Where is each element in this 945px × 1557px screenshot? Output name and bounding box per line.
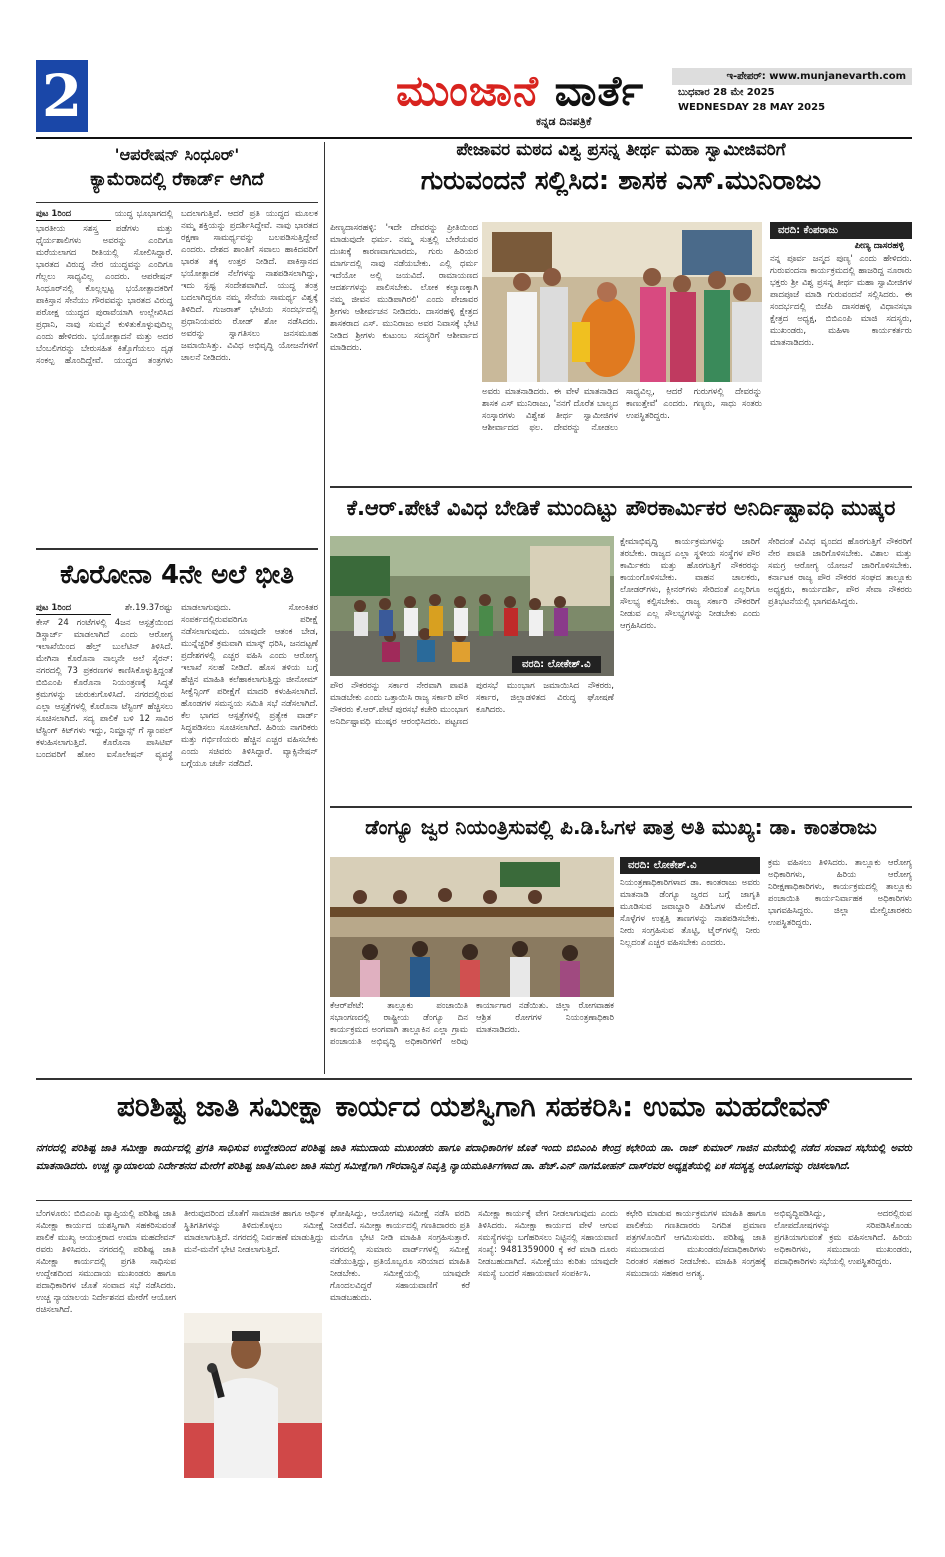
story-corona-body xyxy=(36,602,318,1072)
divider xyxy=(36,548,318,550)
newspaper-logo xyxy=(396,66,644,116)
story-dengue-sidebar xyxy=(620,857,760,1072)
story-pejawar-text: ಅವರು ಮಾತನಾಡಿದರು. ಈ ವೇಳೆ ಮಾತನಾಡಿದ ಶಾಸಕ ಎಸ್ ಮುನಿರಾಜು, 'ನನಗೆ ದೊರೆತ ಬಾಲ್ಯದ ಸಂಸ್ಕಾರಗಳು ವಿಶ್ವೇಶ ತೀರ್ಥ ಸ್ವಾಮೀಜಿಗಳ ಆಶೀರ್ವಾದದ ಫಲ. ದೇವರನ್ನು ನೋಡಲು ಸಾಧ್ಯವಿಲ್ಲ, ಆದರೆ ಗುರುಗಳಲ್ಲಿ ದೇವರನ್ನು ಕಾಣುತ್ತೇವೆ' ಎಂದರು. ಗಣ್ಯರು, ಸಾಧು ಸಂತರು ಉಪಸ್ಥಿತರಿದ್ದರು. xyxy=(482,387,762,433)
protest-photo-image xyxy=(330,536,614,676)
divider xyxy=(330,806,912,808)
column-divider xyxy=(324,142,325,1074)
byline: ವರದಿ: ಲೋಕೇಶ್.ವಿ xyxy=(512,656,601,673)
story-uma-body xyxy=(36,1208,912,1478)
story-text: ಶೇ.19.37ರಷ್ಟು ಕೇಸ್ 24 ಗಂಟೆಗಳಲ್ಲಿ 4ಜನ ಆಸ್ಪತ್ರೆಯಿಂದ ಡಿಸ್ಚಾರ್ಜ್ ಮಾಡಲಾಗಿದೆ ಎಂದು ಆರೋಗ್ಯ ಇಲಾಖೆಯಿಂದ ಹೆಲ್ತ್ ಬುಲೆಟಿನ್ ತಿಳಿಸಿದೆ. ಮೇಗಿನಾ ಕೊರೊನಾ ನಾಲ್ಕನೇ ಅಲೆ ಸೈರನ್: ನಗರದಲ್ಲಿ 73 ಪ್ರಕರಣಗಳ ಕಾಣಿಸಿಕೊಳ್ಳುತ್ತಿದ್ದಂತೆ ಬಿಬಿಎಂಪಿ ಕೊರೊನಾ ನಿಯಂತ್ರಣಕ್ಕೆ ಸಿದ್ಧತೆ ಕ್ರಮಗಳನ್ನು ಚುರುಕುಗೊಳಿಸಿದೆ. ನಗರದಲ್ಲಿರುವ ಎಲ್ಲಾ ಆಸ್ಪತ್ರೆಗಳಲ್ಲಿ ಕೊರೊನಾ ಟೆಸ್ಟಿಂಗ್ ಹೆಚ್ಚಿಸಲು ಸೂಚಿಸಲಾಗಿದೆ. ಸದ್ಯ ಪಾಲಿಕೆ ಬಳಿ 12 ಸಾವಿರ ಟೆಸ್ಟಿಂಗ್ ಕಿಟ್‌ಗಳು ಇದ್ದು, ನಿಮ್ಹಾನ್ಸ್ ಗೆ ಸ್ಯಾಂಪಲ್ ಕಳುಹಿಸಲಾಗುತ್ತಿದೆ. ಕೊರೊನಾ ಪಾಸಿಟಿವ್ ಬಂದವರಿಗೆ ಹೋಂ ಐಸೊಲೇಷನ್ ವ್ಯವಸ್ಥೆ ಮಾಡಲಾಗುವುದು. ಸೋಂಕಿತರ ಸಂಪರ್ಕದಲ್ಲಿರುವವರಿಗೂ ಪರೀಕ್ಷೆ ನಡೆಸಲಾಗುವುದು. ಯಾವುದೇ ಆತಂಕ ಬೇಡ, ಮುನ್ನೆಚ್ಚರಿಕೆ ಕ್ರಮವಾಗಿ ಮಾಸ್ಕ್ ಧರಿಸಿ, ಜನದಟ್ಟಣೆ ಪ್ರದೇಶಗಳಲ್ಲಿ ಎಚ್ಚರ ವಹಿಸಿ ಎಂದು ಆರೋಗ್ಯ ಇಲಾಖೆ ಸಲಹೆ ನೀಡಿದೆ. ಹೊಸ ತಳಿಯ ಬಗ್ಗೆ ಹೆಚ್ಚಿನ ಮಾಹಿತಿ ಕಲೆಹಾಕಲಾಗುತ್ತಿದ್ದು ಜೀನೋಮ್ ಸೀಕ್ವೆನ್ಸಿಂಗ್ ಪರೀಕ್ಷೆಗೆ ಮಾದರಿ ಕಳುಹಿಸಲಾಗಿದೆ. ಹೊಂಡಗಳ ಸಮನ್ವಯ ಸಮಿತಿ ಸಭೆ ನಡೆಸಲಾಗಿದೆ. ಕೆಲ ಭಾಗದ ಆಸ್ಪತ್ರೆಗಳಲ್ಲಿ ಪ್ರತ್ಯೇಕ ವಾರ್ಡ್ ಸಿದ್ಧಪಡಿಸಲು ಸೂಚಿಸಲಾಗಿದೆ. ಹಿರಿಯ ನಾಗರಿಕರು ಮತ್ತು ಗರ್ಭಿಣಿಯರು ಹೆಚ್ಚಿನ ಎಚ್ಚರ ವಹಿಸಬೇಕು ಎಂದು ಸಚಿವರು ತಿಳಿಸಿದ್ದಾರೆ. ವ್ಯಾಕ್ಸಿನೇಷನ್ ಬಗ್ಗೆಯೂ ಚರ್ಚೆ ನಡೆದಿದೆ. xyxy=(36,603,318,769)
logo-part-1: ಮುಂಜಾನೆ xyxy=(396,66,539,115)
story-pejawar-column: ಪೀಣ್ಯದಾಸರಹಳ್ಳಿ: 'ಇದೇ ದೇವರನ್ನು ಪ್ರೀತಿಯಿಂದ ಮಾಡುವುದೇ ಧರ್ಮ. ನಮ್ಮ ಸುತ್ತಲ್ಲಿ ಬೇರೆಯವರ ದುಃಖಕ್ಕೆ ಕಾರಣವಾಗಬಾರದು, ಗುರು ಹಿರಿಯರ ಮಾರ್ಗದಲ್ಲಿ ನಾವು ನಡೆಯಬೇಕು. ಎಲ್ಲಿ ಧರ್ಮ ಇದೆಯೋ ಅಲ್ಲಿ ಜಯವಿದೆ. ರಾಮಾಯಣದ ಆದರ್ಶಗಳನ್ನು ಪಾಲಿಸಬೇಕು. ಲೋಕ ಕಲ್ಯಾಣಕ್ಕಾಗಿ ನಮ್ಮ ಜೀವನ ಮುಡಿಪಾಗಿರಲಿ' ಎಂದು ಪೇಜಾವರ ಶ್ರೀಗಳು ಆಶೀರ್ವಚನ ನೀಡಿದರು. ದಾಸರಹಳ್ಳಿ ಕ್ಷೇತ್ರದ ಶಾಸಕರಾದ ಎಸ್. ಮುನಿರಾಜು ಅವರ ನಿವಾಸಕ್ಕೆ ಭೇಟಿ ನೀಡಿದ ಶ್ರೀಗಳು ಕುಟುಂಬ ಸದಸ್ಯರಿಗೆ ಆಶೀರ್ವಾದ ಮಾಡಿದರು. xyxy=(330,223,478,353)
story-pejawar-photo xyxy=(482,222,762,382)
masthead xyxy=(36,60,912,136)
kannada-date: ಬುಧವಾರ 28 ಮೇ 2025 xyxy=(678,87,775,98)
story-operation-headline xyxy=(36,145,318,190)
story-uma-intro: ನಗರದಲ್ಲಿ ಪರಿಶಿಷ್ಟ ಜಾತಿ ಸಮೀಕ್ಷಾ ಕಾರ್ಯದಲ್ಲಿ ಪ್ರಗತಿ ಸಾಧಿಸುವ ಉದ್ದೇಶದಿಂದ ಪರಿಶಿಷ್ಟ ಜಾತಿ ಸಮುದಾಯ ಮುಖಂಡರು ಹಾಗೂ ಪದಾಧಿಕಾರಿಗಳ ಜೊತೆ ಇಂದು ಬಿಬಿಎಂಪಿ ಕೇಂದ್ರ ಕಛೇರಿಯ ಡಾ. ರಾಜ್ ಕುಮಾರ್ ಗಾಜಿನ ಮನೆಯಲ್ಲಿ ನಡೆದ ಸಂವಾದ ಸಭೆಯಲ್ಲಿ ಅವರು ಮಾತನಾಡಿದರು. ಉಚ್ಚ ನ್ಯಾಯಾಲಯ ನಿರ್ದೇಶನದ ಮೇರೆಗೆ ಪರಿಶಿಷ್ಟ ಜಾತಿ/ಮೂಲ ಜಾತಿ ಸಮಗ್ರ ಸಮೀಕ್ಷೆಗಾಗಿ ಗೌರವಾನ್ವಿತ ನಿವೃತ್ತಿ ನ್ಯಾಯಮೂರ್ತಿಗಳಾದ ಡಾ. ಹೆಚ್.ಎನ್ ನಾಗಮೋಹನ್ ದಾಸ್‌ರವರ ಅಧ್ಯಕ್ಷತೆಯಲ್ಲಿ ಏಕ ಸದಸ್ಯತ್ವ ಆಯೋಗವನ್ನು ರಚಿಸಲಾಗಿದೆ. xyxy=(36,1143,912,1172)
story-column: ಘೋಷಿಸಿದ್ದು, ಆಯೋಗವು ಸಮೀಕ್ಷೆ ನಡೆಸಿ ವರದಿ ನೀಡಲಿದೆ. ಸಮೀಕ್ಷಾ ಕಾರ್ಯದಲ್ಲಿ ಗಣತಿದಾರರು ಪ್ರತಿ ಮನೆಗೂ ಭೇಟಿ ನೀಡಿ ಮಾಹಿತಿ ಸಂಗ್ರಹಿಸುತ್ತಾರೆ. ನಗರದಲ್ಲಿ ಸುಮಾರು ವಾರ್ಡ್‌ಗಳಲ್ಲಿ ಸಮೀಕ್ಷೆ ನಡೆಯುತ್ತಿದ್ದು, ಪ್ರತಿಯೊಬ್ಬರೂ ಸರಿಯಾದ ಮಾಹಿತಿ ನೀಡಬೇಕು. ಸಮೀಕ್ಷೆಯಲ್ಲಿ ಯಾವುದೇ ಗೊಂದಲವಿದ್ದರೆ ಸಹಾಯವಾಣಿಗೆ ಕರೆ ಮಾಡಬಹುದು. xyxy=(330,1209,470,1303)
story-text: ಯುದ್ಧ ಭೂಭಾಗದಲ್ಲಿ ಭಾರತೀಯ ಸಶಸ್ತ್ರ ಪಡೆಗಳು ಮತ್ತು ಧೈರ್ಯಶಾಲಿಗಳು ಅವರನ್ನು ಎಂದಿಗೂ ಮರೆಯಲಾಗದ ರೀತಿಯಲ್ಲಿ ಸೋಲಿಸಿದ್ದಾರೆ. ಭಾರತದ ವಿರುದ್ಧ ನೇರ ಯುದ್ಧವನ್ನು ಎಂದಿಗೂ ಗೆಲ್ಲಲು ಸಾಧ್ಯವಿಲ್ಲ ಎಂದರು. ಆಪರೇಷನ್ ಸಿಂಧೂರ್‌ನಲ್ಲಿ ಕೊಲ್ಲಲ್ಪಟ್ಟ ಭಯೋತ್ಪಾದಕರಿಗೆ ಪಾಕಿಸ್ತಾನ ಸೇನೆಯು ಗೌರವವನ್ನು ಭಾರತದ ವಿರುದ್ಧ ಪರೋಕ್ಷ ಯುದ್ಧದ ಪುರಾವೆಯಾಗಿ ಉಲ್ಲೇಖಿಸಿದ ಪ್ರಧಾನಿ, ನಾವು ಸುಮ್ಮನೆ ಕುಳಿತುಕೊಳ್ಳುವುದಿಲ್ಲ ಎಂದು ಹೇಳಿದರು. ಭಯೋತ್ಪಾದನೆ ಮತ್ತು ಅದರ ಬೆಂಬಲಿಗರನ್ನು ಬೇರುಸಹಿತ ಕಿತ್ತೊಗೆಯಲು ದೃಢ ಸಂಕಲ್ಪ ಹೊಂದಿದ್ದೇವೆ. ಯುದ್ಧದ ತಂತ್ರಗಳು ಬದಲಾಗುತ್ತಿವೆ. ಆದರೆ ಪ್ರತಿ ಯುದ್ಧದ ಮೂಲಕ ನಮ್ಮ ಶಕ್ತಿಯನ್ನು ಪ್ರದರ್ಶಿಸಿದ್ದೇವೆ. ನಾವು ಭಾರತದ ರಕ್ಷಣಾ ಸಾಮರ್ಥ್ಯವನ್ನು ಬಲಪಡಿಸುತ್ತಿದ್ದೇವೆ ಎಂದರು. ದೇಶದ ಶಾಂತಿಗೆ ಸವಾಲು ಹಾಕಿದವರಿಗೆ ಭಾರತ ತಕ್ಕ ಉತ್ತರ ನೀಡಿದೆ. ಪಾಕಿಸ್ತಾನದ ಭಯೋತ್ಪಾದಕ ನೆಲೆಗಳನ್ನು ನಾಶಪಡಿಸಲಾಗಿದ್ದು, ಇದು ಸ್ಪಷ್ಟ ಸಂದೇಶವಾಗಿದೆ. ಯುದ್ಧ ತಂತ್ರ ಬದಲಾಗಿದ್ದರೂ ನಮ್ಮ ಸೇನೆಯ ಸಾಮರ್ಥ್ಯ ವಿಶ್ವಕ್ಕೆ ತಿಳಿದಿದೆ. ಗುಜರಾತ್ ಭೇಟಿಯ ಸಂದರ್ಭದಲ್ಲಿ ಪ್ರಧಾನಿಯವರು ರೋಡ್ ಶೋ ನಡೆಸಿದರು. ಅವರನ್ನು ಸ್ವಾಗತಿಸಲು ಜನಸಮೂಹ ಜಮಾಯಿಸಿತ್ತು. ವಿವಿಧ ಅಭಿವೃದ್ಧಿ ಯೋಜನೆಗಳಿಗೆ ಚಾಲನೆ ನೀಡಿದರು. xyxy=(36,209,318,366)
story-dengue-photo xyxy=(330,857,614,997)
byline-place: ಪೀಣ್ಯ ದಾಸರಹಳ್ಳಿ xyxy=(854,241,904,251)
newspaper-tagline: ಕನ್ನಡ ದಿನಪತ್ರಿಕೆ xyxy=(536,115,592,128)
group-photo-image xyxy=(482,222,762,382)
story-dengue-text: ಕೆಆರ್‌ಪೇಟೆ: ತಾಲ್ಲೂಕು ಪಂಚಾಯಿತಿ ಸಭಾಂಗಣದಲ್ಲಿ ರಾಷ್ಟ್ರೀಯ ಡೆಂಗ್ಯೂ ದಿನ ಕಾರ್ಯಕ್ರಮದ ಅಂಗವಾಗಿ ತಾಲ್ಲೂಕಿನ ಎಲ್ಲಾ ಗ್ರಾಮ ಪಂಚಾಯತಿ ಅಭಿವೃದ್ಧಿ ಅಧಿಕಾರಿಗಳಿಗೆ ಅರಿವು ಕಾರ್ಯಾಗಾರ ನಡೆಯಿತು. ಜಿಲ್ಲಾ ರೋಗವಾಹಕ ಆಶ್ರಿತ ರೋಗಗಳ ನಿಯಂತ್ರಣಾಧಿಕಾರಿ ಮಾತನಾಡಿದರು. xyxy=(330,1001,614,1047)
meeting-photo-image xyxy=(330,857,614,997)
story-column: ಅಭಿವೃದ್ಧಿಪಡಿಸಿದ್ದು, ಅದರಲ್ಲಿರುವ ಲೋಪದೋಷಗಳನ್ನು ಸರಿಪಡಿಸಿಕೊಂಡು ಪ್ರಗತಿಯಾಗುವಂತೆ ಕ್ರಮ ವಹಿಸಲಾಗಿದೆ. ಹಿರಿಯ ಅಧಿಕಾರಿಗಳು, ಸಮುದಾಯ ಮುಖಂಡರು, ಪದಾಧಿಕಾರಿಗಳು ಸಭೆಯಲ್ಲಿ ಉಪಸ್ಥಿತರಿದ್ದರು. xyxy=(774,1209,912,1267)
story-uma-headline: ಪರಿಶಿಷ್ಟ ಜಾತಿ ಸಮೀಕ್ಷಾ ಕಾರ್ಯದ ಯಶಸ್ವಿಗಾಗಿ ಸಹಕರಿಸಿ: ಉಮಾ ಮಹದೇವನ್ xyxy=(116,1090,832,1123)
story-operation-body xyxy=(36,208,318,533)
english-date: WEDNESDAY 28 MAY 2025 xyxy=(678,102,826,113)
byline: ವರದಿ: ಕೆಂಪರಾಜು xyxy=(770,222,912,239)
story-krpete-headline: ಕೆ.ಆರ್.ಪೇಟೆ ವಿವಿಧ ಬೇಡಿಕೆ ಮುಂದಿಟ್ಟು ಪೌರಕಾರ್ಮಿಕರ ಅನಿರ್ದಿಷ್ಟಾವಧಿ ಮುಷ್ಕರ xyxy=(346,496,896,520)
story-pejawar-kicker: ಪೇಜಾವರ ಮಠದ ವಿಶ್ವ ಪ್ರಸನ್ನ ತೀರ್ಥ ಮಹಾ ಸ್ವಾಮೀಜಿವರಿಗೆ xyxy=(456,140,786,160)
dateline: ಪುಟ 1ರಿಂದ xyxy=(36,602,111,615)
divider xyxy=(36,1200,912,1201)
story-operation-title: ಕ್ಯಾಮೆರಾದಲ್ಲಿ ರೆಕಾರ್ಡ್ ಆಗಿದೆ xyxy=(90,169,264,190)
story-dengue-headline: ಡೆಂಗ್ಯೂ ಜ್ವರ ನಿಯಂತ್ರಿಸುವಲ್ಲಿ ಪಿ.ಡಿ.ಓಗಳ ಪಾತ್ರ ಅತಿ ಮುಖ್ಯ: ಡಾ. ಕಾಂತರಾಜು xyxy=(365,815,877,839)
story-pejawar-title: ಗುರುವಂದನೆ ಸಲ್ಲಿಸಿದ: ಶಾಸಕ ಎಸ್.ಮುನಿರಾಜು xyxy=(420,166,822,196)
page-number: 2 xyxy=(36,60,88,132)
story-column: ಬೆಂಗಳೂರು: ಬಿಬಿಎಂಪಿ ವ್ಯಾಪ್ತಿಯಲ್ಲಿ ಪರಿಶಿಷ್ಟ ಜಾತಿ ಸಮೀಕ್ಷಾ ಕಾರ್ಯದ ಯಶಸ್ವಿಗಾಗಿ ಸಹಕರಿಸುವಂತೆ ಪಾಲಿಕೆ ಮುಖ್ಯ ಆಯುಕ್ತರಾದ ಉಮಾ ಮಹದೇವನ್ ರವರು ತಿಳಿಸಿದರು. ನಗರದಲ್ಲಿ ಪರಿಶಿಷ್ಟ ಜಾತಿ ಸಮೀಕ್ಷಾ ಕಾರ್ಯದಲ್ಲಿ ಪ್ರಗತಿ ಸಾಧಿಸುವ ಉದ್ದೇಶದಿಂದ ಸಮುದಾಯ ಮುಖಂಡರು ಹಾಗೂ ಪದಾಧಿಕಾರಿಗಳ ಜೊತೆ ಸಂವಾದ ಸಭೆ ನಡೆಸಿದರು. ಉಚ್ಚ ನ್ಯಾಯಾಲಯ ನಿರ್ದೇಶನದ ಮೇರೆಗೆ ಆಯೋಗ ರಚಿಸಲಾಗಿದೆ. xyxy=(36,1209,176,1315)
story-column: ತೀರುವುದರಿಂದ ಜೊತೆಗೆ ಸಾಮಾಜಿಕ ಹಾಗೂ ಆರ್ಥಿಕ ಸ್ಥಿತಿಗತಿಗಳನ್ನು ತಿಳಿದುಕೊಳ್ಳಲು ಸಮೀಕ್ಷೆ ಮಾಡಲಾಗುತ್ತಿದೆ. ನಗರದಲ್ಲಿ ನಿರ್ವಹಣೆ ಮಾಡುತ್ತಿದ್ದು ಮನೆ-ಮನೆಗೆ ಭೇಟಿ ನೀಡಲಾಗುತ್ತಿದೆ. xyxy=(184,1209,324,1255)
edition-info xyxy=(672,68,912,115)
story-krpete-column: ಸೇರಿದಂತೆ ವಿವಿಧ ವೃಂದದ ಹೊರಗುತ್ತಿಗೆ ನೌಕರರಿಗೆ ನೇರ ಪಾವತಿ ಜಾರಿಗೊಳಿಸಬೇಕು. ವಿಶಾಲ ಮತ್ತು ಸಮಗ್ರ ಆರೋಗ್ಯ ಯೋಜನೆ ಜಾರಿಗೊಳಿಸಬೇಕು. ಕರ್ನಾಟಕ ರಾಜ್ಯ ಪೌರ ನೌಕರರ ಸಂಘದ ತಾಲ್ಲೂಕು ಅಧ್ಯಕ್ಷರು, ಕಾರ್ಯದರ್ಶಿ, ಪೌರ ಸೇವಾ ನೌಕರರು ಪ್ರತಿಭಟನೆಯಲ್ಲಿ ಭಾಗವಹಿಸಿದ್ದರು. xyxy=(768,537,912,607)
divider xyxy=(36,202,318,203)
story-krpete-text: ಪೌರ ನೌಕರರನ್ನು ಸರ್ಕಾರ ನೇರವಾಗಿ ಪಾವತಿ ಮಾಡಬೇಕು ಎಂದು ಒತ್ತಾಯಿಸಿ ರಾಜ್ಯ ಸರ್ಕಾರಿ ಪೌರ ನೌಕರರು ಕೆ.ಆರ್.ಪೇಟೆ ಪುರಸಭೆ ಕಚೇರಿ ಮುಂಭಾಗ ಅನಿರ್ದಿಷ್ಟಾವಧಿ ಮುಷ್ಕರ ಆರಂಭಿಸಿದರು. ಪಟ್ಟಣದ ಪುರಸಭೆ ಮುಂಭಾಗ ಜಮಾಯಿಸಿದ ನೌಕರರು, ಸರ್ಕಾರ, ಜಿಲ್ಲಾಡಳಿತದ ವಿರುದ್ಧ ಘೋಷಣೆ ಕೂಗಿದರು. xyxy=(330,681,614,727)
story-pejawar-sidebar xyxy=(770,222,912,480)
story-pejawar-headline xyxy=(330,140,912,197)
logo-part-2: ವಾರ್ತೆ xyxy=(554,66,645,115)
story-column: ಕಛೇರಿ ಮಾಡುವ ಕಾರ್ಯಕ್ರಮಗಳ ಮಾಹಿತಿ ಹಾಗೂ ಪಾಲಿಕೆಯ ಗಣತಿದಾರರು ನಿಗದಿತ ಪ್ರಮಾಣ ಪತ್ರಗಳೊಂದಿಗೆ ಆಗಮಿಸುವರು. ಪರಿಶಿಷ್ಟ ಜಾತಿ ಸಮುದಾಯದ ಮುಖಂಡರು/ಪದಾಧಿಕಾರಿಗಳು ನಿರಂತರ ಸಹಕಾರ ನೀಡಬೇಕು. ಮಾಹಿತಿ ಸಂಗ್ರಹಕ್ಕೆ ಸಮುದಾಯ ಸಹಕಾರ ಅಗತ್ಯ. xyxy=(626,1209,766,1279)
story-dengue-column: ಕ್ರಮ ವಹಿಸಲು ತಿಳಿಸಿದರು. ತಾಲ್ಲೂಕು ಆರೋಗ್ಯ ಅಧಿಕಾರಿಗಳು, ಹಿರಿಯ ಆರೋಗ್ಯ ನಿರೀಕ್ಷಣಾಧಿಕಾರಿಗಳು, ಕಾರ್ಯಕ್ರಮದಲ್ಲಿ ತಾಲ್ಲೂಕು ಪಂಚಾಯಿತಿ ಕಾರ್ಯನಿರ್ವಾಹಕ ಅಧಿಕಾರಿಗಳು ಭಾಗವಹಿಸಿದ್ದರು. ಜಿಲ್ಲಾ ಮೇಲ್ವಿಚಾರಕರು ಉಪಸ್ಥಿತರಿದ್ದರು. xyxy=(768,858,912,928)
story-krpete-column: ಕ್ಷೇಮಾಭಿವೃದ್ಧಿ ಕಾರ್ಯಕ್ರಮಗಳನ್ನು ಜಾರಿಗೆ ತರಬೇಕು. ರಾಜ್ಯದ ಎಲ್ಲಾ ಸ್ಥಳೀಯ ಸಂಸ್ಥೆಗಳ ಪೌರ ಕಾರ್ಮಿಕರು ಮತ್ತು ಹೊರಗುತ್ತಿಗೆ ನೌಕರರನ್ನು ಕಾಯಂಗೊಳಿಸಬೇಕು. ವಾಹನ ಚಾಲಕರು, ಲೋಡರ್‌ಗಳು, ಕ್ಲೀನರ್‌ಗಳು ಸೇರಿದಂತೆ ಎಲ್ಲರಿಗೂ ಸೌಲಭ್ಯ ಕಲ್ಪಿಸಬೇಕು. ರಾಜ್ಯ ಸರ್ಕಾರಿ ನೌಕರರಿಗೆ ನೀಡುವ ಎಲ್ಲ ಸೌಲಭ್ಯಗಳನ್ನು ನೀಡಬೇಕು ಎಂದು ಆಗ್ರಹಿಸಿದರು. xyxy=(620,537,760,631)
dateline: ಪುಟ 1ರಿಂದ xyxy=(36,208,111,221)
story-text: ನನ್ನ ಪೂರ್ವ ಜನ್ಮದ ಪುಣ್ಯ' ಎಂದು ಹೇಳಿದರು. ಗುರುವಂದನಾ ಕಾರ್ಯಕ್ರಮದಲ್ಲಿ ಹಾಜರಿದ್ದ ನೂರಾರು ಭಕ್ತರು ಶ್ರೀ ವಿಶ್ವ ಪ್ರಸನ್ನ ತೀರ್ಥ ಮಹಾ ಸ್ವಾಮೀಜಿಗಳ ಪಾದಪೂಜೆ ಮಾಡಿ ಗುರುವಂದನೆ ಸಲ್ಲಿಸಿದರು. ಈ ಸಂದರ್ಭದಲ್ಲಿ ಬಿಜೆಪಿ ದಾಸರಹಳ್ಳಿ ವಿಧಾನಸಭಾ ಕ್ಷೇತ್ರದ ಅಧ್ಯಕ್ಷ, ಬಿಬಿಎಂಪಿ ಮಾಜಿ ಸದಸ್ಯರು, ಮುಖಂಡರು, ಮಹಿಳಾ ಕಾರ್ಯಕರ್ತರು ಮಾತನಾಡಿದರು. xyxy=(770,254,912,348)
divider xyxy=(330,486,912,488)
story-operation-kicker: 'ಆಪರೇಷನ್ ಸಿಂಧೂರ್' xyxy=(114,145,240,164)
epaper-url[interactable]: ಇ-ಪೇಪರ್: www.munjanevarth.com xyxy=(672,68,912,85)
speaker-photo-image xyxy=(184,1313,322,1478)
byline: ವರದಿ: ಲೋಕೇಶ್.ವಿ xyxy=(620,857,760,874)
divider xyxy=(36,1078,912,1080)
story-text: ನಿಯಂತ್ರಣಾಧಿಕಾರಿಗಳಾದ ಡಾ. ಕಾಂತರಾಜು ಅವರು ಮಾತನಾಡಿ ಡೆಂಗ್ಯೂ ಜ್ವರದ ಬಗ್ಗೆ ಜಾಗೃತಿ ಮೂಡಿಸುವ ಜವಾಬ್ದಾರಿ ಪಿಡಿಓಗಳ ಮೇಲಿದೆ. ಸೊಳ್ಳೆಗಳ ಉತ್ಪತ್ತಿ ತಾಣಗಳನ್ನು ನಾಶಪಡಿಸಬೇಕು. ನೀರು ಸಂಗ್ರಹಿಸುವ ತೊಟ್ಟಿ, ಟೈರ್‌ಗಳಲ್ಲಿ ನೀರು ನಿಲ್ಲದಂತೆ ಎಚ್ಚರ ವಹಿಸಬೇಕು ಎಂದರು. xyxy=(620,878,760,948)
story-krpete-photo xyxy=(330,536,614,676)
masthead-divider xyxy=(36,137,912,139)
story-column: ಸಮೀಕ್ಷಾ ಕಾರ್ಯಕ್ಕೆ ವೇಗ ನೀಡಲಾಗುವುದು ಎಂದು ತಿಳಿಸಿದರು. ಸಮೀಕ್ಷಾ ಕಾರ್ಯದ ವೇಳೆ ಆಗುವ ಸಮಸ್ಯೆಗಳನ್ನು ಬಗೆಹರಿಸಲು ನಿಟ್ಟಿನಲ್ಲಿ ಸಹಾಯವಾಣಿ ಸಂಖ್ಯೆ: 9481359000 ಕ್ಕೆ ಕರೆ ಮಾಡಿ ದೂರು ನೀಡಬಹುದಾಗಿದೆ. ಸಮೀಕ್ಷೆಯು ಕುರಿತು ಯಾವುದೇ ಸಮಸ್ಯೆ ಬಂದರೆ ಸಹಾಯವಾಣಿ ಸಂಪರ್ಕಿಸಿ. xyxy=(478,1209,618,1279)
story-uma-photo xyxy=(184,1313,322,1478)
story-corona-headline: ಕೊರೋನಾ 4ನೇ ಅಲೆ ಭೀತಿ xyxy=(60,560,294,590)
